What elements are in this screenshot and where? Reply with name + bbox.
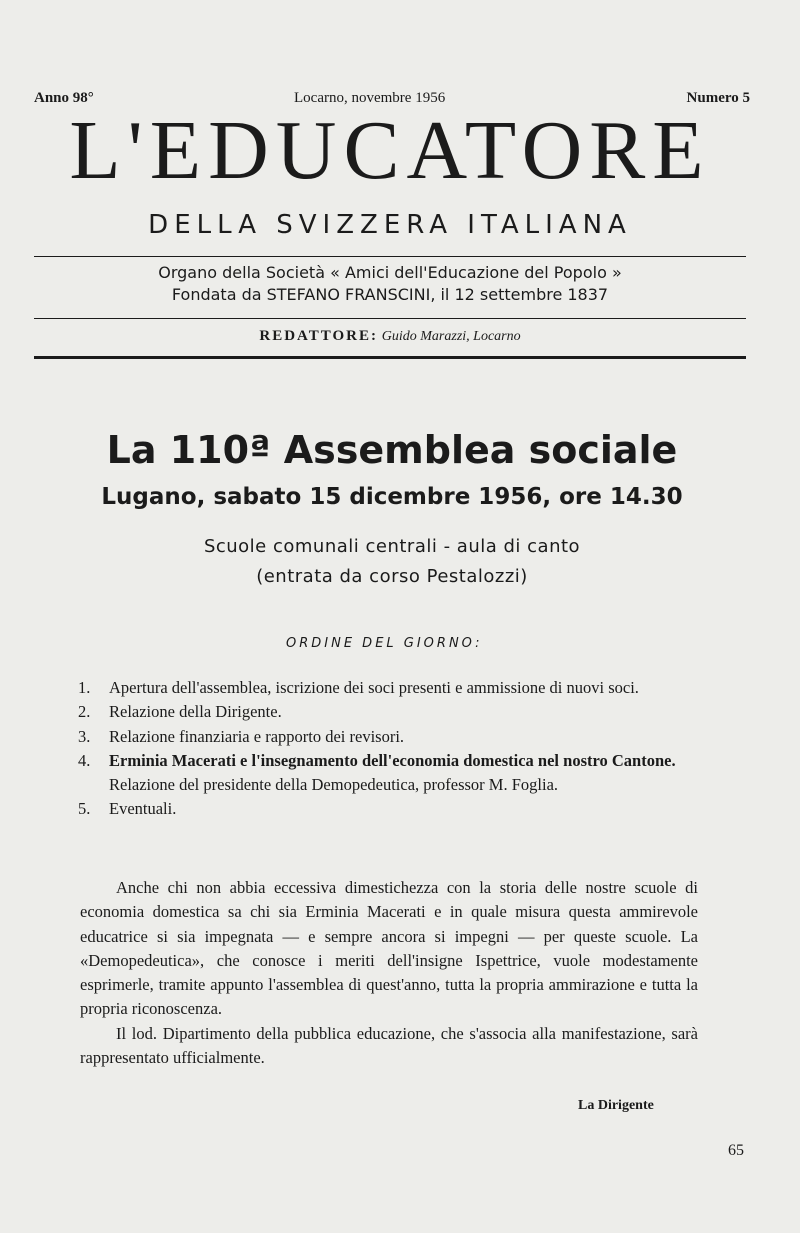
editor-name: Guido Marazzi, Locarno [381,329,521,344]
venue-location: Scuole comunali centrali - aula di canto [203,536,581,557]
article-subtitle: Lugano, sabato 15 dicembre 1956, ore 14.30 [101,484,683,510]
issue-number: Numero 5 [686,90,750,106]
masthead-subtitle: DELLA SVIZZERA ITALIANA [148,210,632,240]
article-venue [30,532,754,592]
agenda-item-text: Apertura dell'assemblea, iscrizione dei soci presenti e ammissione di nuovi soci. [109,678,639,697]
body-paragraph: Anche chi non abbia eccessiva dimestichezza con la storia delle nostre scuole di economia domestica sa chi sia Erminia Macerati e in quale misura questa ammirevole educatrice si sia impegnata — e sempre ancora si impegni — per queste scuole. La «Demopedeutica», che conosce i meriti dell'insigne Ispettrice, vuole modestamente esprimerle, tramite appunto l'assemblea di quest'anno, tutta la propria ammirazione e tutta la propria riconoscenza. [80,878,698,1019]
article-title: La 110ª Assemblea sociale [106,428,678,472]
agenda-item [78,749,700,798]
agenda-item [78,676,700,700]
agenda-item-number: 4. [78,750,91,770]
agenda-item-text: Relazione della Dirigente. [109,702,282,722]
agenda-item-topic: Erminia Macerati e l'insegnamento dell'economia domestica nel nostro Cantone. [109,750,676,770]
agenda-item-number: 5. [78,799,91,819]
publisher-organ: Organo della Società « Amici dell'Educazione del Popolo » [158,263,622,282]
agenda-item-number: 1. [78,678,91,697]
agenda-item-text: Relazione del presidente della Demopedeutica, professor M. Foglia. [109,775,559,795]
agenda-item-text: Relazione finanziaria e rapporto dei revisori. [109,726,405,746]
editor-line [34,328,746,345]
agenda-item [78,797,700,821]
issue-year: Anno 98° [34,90,94,106]
signature: La Dirigente [578,1098,654,1113]
masthead-title: L'EDUCATORE [69,104,711,197]
page-number: 65 [728,1142,744,1159]
divider-middle [34,318,746,319]
agenda-item-text: Eventuali. [109,799,177,819]
venue-entrance: (entrata da corso Pestalozzi) [256,566,528,587]
agenda-item-number: 3. [78,726,91,746]
agenda-list [78,676,700,822]
publisher-founder: Fondata da STEFANO FRANSCINI, il 12 settembre 1837 [171,285,609,304]
divider-bottom [34,356,746,359]
divider-top [34,256,746,257]
article-body [80,876,698,1070]
agenda-item [78,700,700,724]
agenda-item [78,725,700,749]
editor-label: REDATTORE: [259,328,379,344]
body-paragraph: Il lod. Dipartimento della pubblica educazione, che s'associa alla manifestazione, sarà rappresentato ufficialmente. [80,1023,698,1068]
agenda-item-number: 2. [78,702,91,722]
agenda-heading: ORDINE DEL GIORNO: [286,636,483,651]
issue-place-date: Locarno, novembre 1956 [294,90,446,106]
publisher-info [34,262,746,306]
